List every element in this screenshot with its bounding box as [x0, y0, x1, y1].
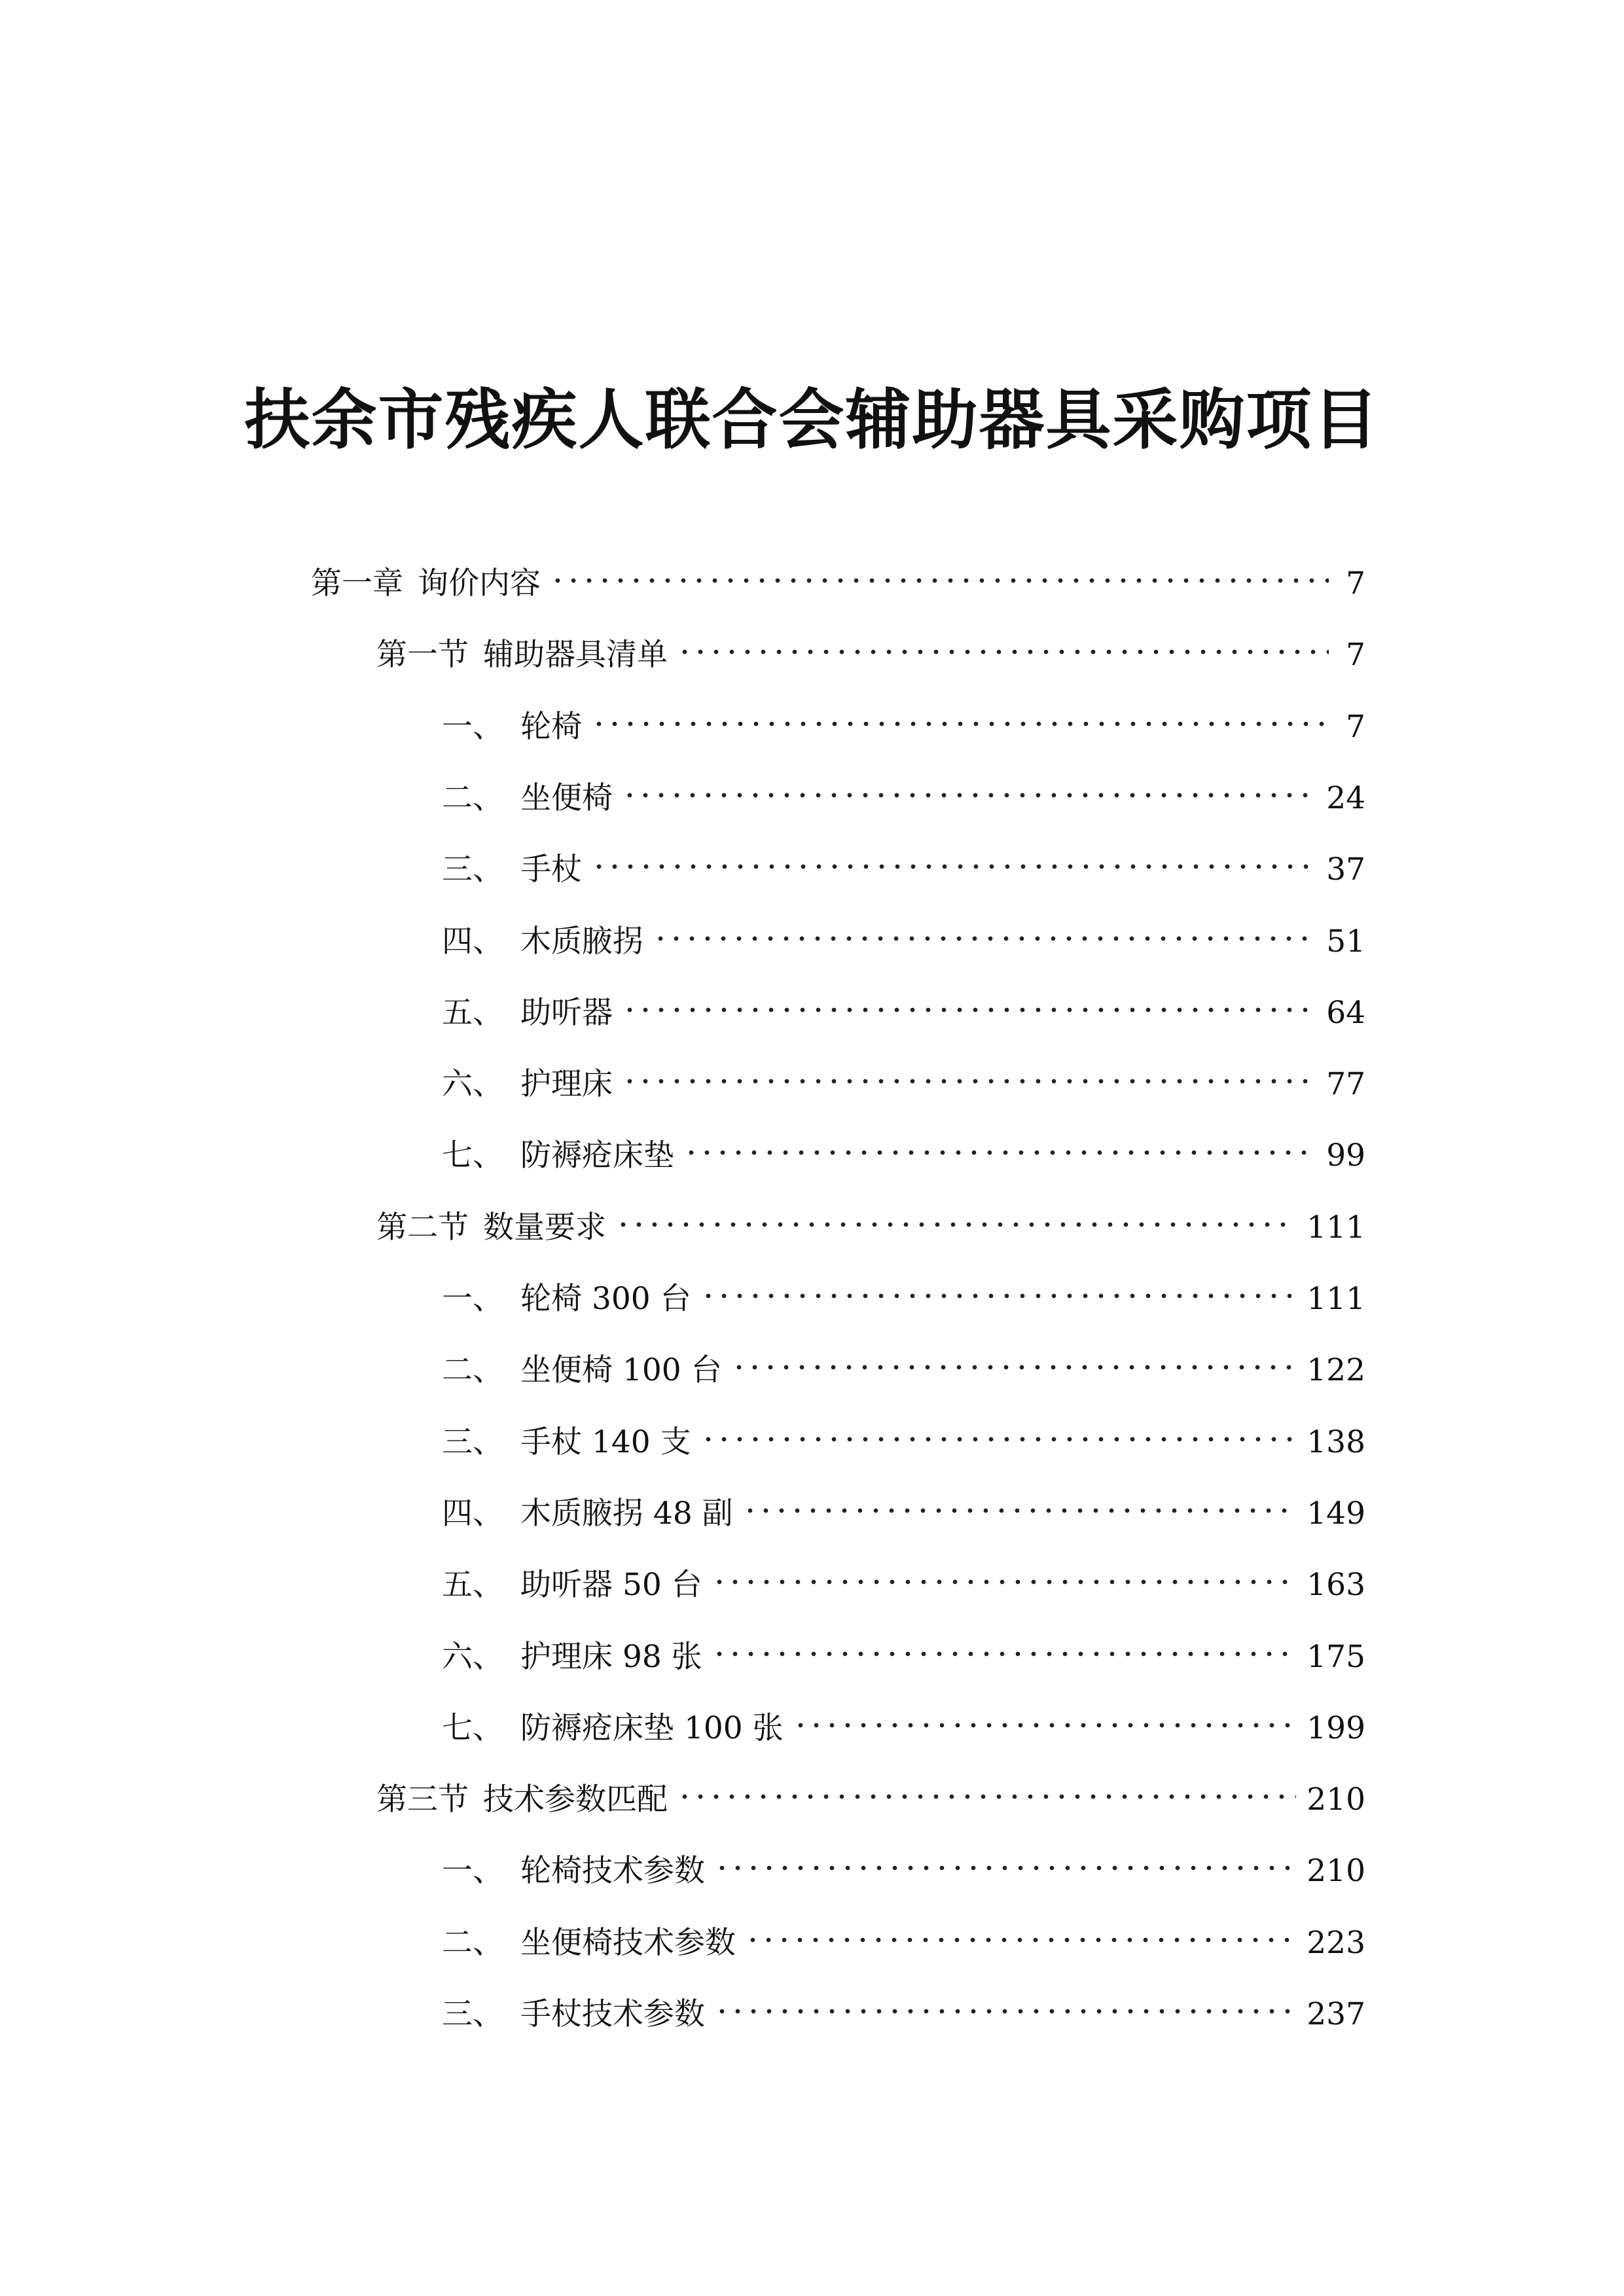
toc-entry-page-number: 210	[1307, 1853, 1365, 1889]
toc-entry-label: 手杖技术参数	[520, 1996, 705, 2032]
toc-entry[interactable]	[442, 1130, 1365, 1182]
toc-dot-leader	[683, 1149, 1316, 1157]
toc-entry-label: 防褥疮床垫 100 张	[520, 1710, 784, 1746]
toc-entry-label: 助听器	[520, 995, 613, 1031]
toc-entry-page-number: 7	[1346, 709, 1365, 745]
toc-entry-label: 手杖 140 支	[520, 1424, 691, 1460]
toc-entry-label: 坐便椅技术参数	[520, 1925, 736, 1961]
toc-entry-label: 轮椅 300 台	[520, 1281, 691, 1317]
toc-entry-number: 二、	[442, 1352, 503, 1388]
toc-dot-leader	[550, 577, 1329, 584]
toc-dot-leader	[622, 1077, 1316, 1085]
toc-entry-label: 木质腋拐 48 副	[520, 1496, 733, 1532]
toc-entry-page-number: 51	[1326, 924, 1365, 960]
toc-entry[interactable]	[442, 1845, 1365, 1897]
toc-entry-page-number: 24	[1326, 780, 1365, 816]
toc-entry-number: 第三节	[376, 1782, 469, 1818]
toc-dot-leader	[622, 1006, 1316, 1014]
toc-entry-number: 第一节	[376, 637, 469, 673]
toc-entry[interactable]	[442, 772, 1365, 825]
toc-entry-number: 三、	[442, 1996, 503, 2032]
toc-entry-label: 轮椅技术参数	[520, 1853, 705, 1889]
toc-entry[interactable]	[442, 701, 1365, 753]
toc-entry-number: 二、	[442, 1925, 503, 1961]
toc-dot-leader	[700, 1435, 1297, 1443]
toc-entry-page-number: 64	[1326, 995, 1365, 1031]
toc-dot-leader	[793, 1721, 1297, 1729]
toc-dot-leader	[591, 863, 1316, 870]
toc-entry[interactable]	[442, 1273, 1365, 1325]
toc-entry-page-number: 210	[1307, 1782, 1365, 1818]
toc-entry-number: 三、	[442, 852, 503, 888]
toc-entry-label: 数量要求	[483, 1210, 606, 1246]
toc-entry-page-number: 175	[1307, 1639, 1365, 1675]
toc-entry[interactable]	[442, 1058, 1365, 1111]
toc-entry-number: 一、	[442, 1281, 503, 1317]
toc-entry-page-number: 237	[1307, 1996, 1365, 2032]
toc-entry-number: 一、	[442, 1853, 503, 1889]
toc-dot-leader	[700, 1292, 1297, 1300]
toc-dot-leader	[714, 2007, 1296, 2015]
toc-entry-page-number: 7	[1346, 565, 1365, 601]
toc-entry-label: 坐便椅 100 台	[520, 1352, 722, 1388]
toc-entry-page-number: 111	[1307, 1281, 1365, 1317]
toc-entry-page-number: 111	[1307, 1210, 1365, 1246]
toc-entry-label: 技术参数匹配	[483, 1782, 668, 1818]
toc-dot-leader	[653, 935, 1316, 942]
toc-entry-number: 五、	[442, 1567, 503, 1603]
toc-entry-page-number: 163	[1307, 1567, 1365, 1603]
toc-entry-label: 助听器 50 台	[520, 1567, 702, 1603]
toc-entry-page-number: 122	[1307, 1352, 1365, 1388]
toc-dot-leader	[712, 1578, 1297, 1586]
toc-entry-page-number: 223	[1307, 1925, 1365, 1961]
toc-entry[interactable]	[442, 1559, 1365, 1611]
toc-dot-leader	[677, 1793, 1296, 1801]
toc-entry-label: 轮椅	[520, 709, 582, 745]
toc-entry-label: 询价内容	[418, 565, 541, 601]
toc-entry-number: 第二节	[376, 1210, 469, 1246]
toc-entry-label: 护理床 98 张	[520, 1639, 702, 1675]
toc-entry-page-number: 199	[1307, 1710, 1365, 1746]
toc-entry-page-number: 99	[1326, 1138, 1365, 1174]
toc-entry-number: 一、	[442, 709, 503, 745]
toc-entry-page-number: 7	[1346, 637, 1365, 673]
toc-entry-page-number: 149	[1307, 1496, 1365, 1532]
toc-entry-number: 四、	[442, 1496, 503, 1532]
toc-entry-number: 三、	[442, 1424, 503, 1460]
toc-entry[interactable]	[442, 844, 1365, 896]
toc-entry-label: 木质腋拐	[520, 924, 643, 960]
toc-entry[interactable]	[442, 1631, 1365, 1683]
toc-dot-leader	[731, 1363, 1297, 1371]
toc-dot-leader	[591, 720, 1329, 728]
toc-entry[interactable]	[442, 1344, 1365, 1397]
toc-entry-number: 二、	[442, 780, 503, 816]
toc-dot-leader	[712, 1650, 1297, 1658]
toc-entry-page-number: 37	[1326, 852, 1365, 888]
page-title: 扶余市残疾人联合会辅助器具采购项目	[244, 382, 1380, 458]
toc-dot-leader	[615, 1221, 1296, 1229]
toc-entry-label: 防褥疮床垫	[520, 1138, 674, 1174]
toc-dot-leader	[622, 791, 1316, 799]
toc-dot-leader	[742, 1507, 1297, 1515]
toc-entry-number: 四、	[442, 924, 503, 960]
toc-entry[interactable]	[442, 1988, 1365, 2041]
toc-entry[interactable]	[376, 629, 1365, 681]
toc-entry[interactable]	[442, 916, 1365, 968]
toc-entry-label: 坐便椅	[520, 780, 613, 816]
toc-entry[interactable]	[442, 1917, 1365, 1969]
toc-entry-number: 第一章	[311, 565, 403, 601]
toc-entry-page-number: 77	[1326, 1066, 1365, 1102]
toc-dot-leader	[745, 1936, 1296, 1944]
toc-entry[interactable]	[376, 1774, 1365, 1826]
toc-entry-label: 手杖	[520, 852, 582, 888]
toc-entry[interactable]	[442, 1488, 1365, 1540]
toc-entry-label: 辅助器具清单	[483, 637, 668, 673]
toc-entry-number: 五、	[442, 995, 503, 1031]
toc-entry[interactable]	[442, 1416, 1365, 1469]
toc-entry-number: 七、	[442, 1138, 503, 1174]
toc-entry[interactable]	[442, 987, 1365, 1039]
toc-entry-label: 护理床	[520, 1066, 613, 1102]
toc-entry-number: 六、	[442, 1066, 503, 1102]
toc-entry[interactable]	[311, 558, 1365, 610]
toc-dot-leader	[714, 1864, 1296, 1872]
toc-entry[interactable]	[442, 1702, 1365, 1755]
toc-entry-number: 六、	[442, 1639, 503, 1675]
toc-dot-leader	[677, 648, 1329, 656]
toc-entry[interactable]	[376, 1202, 1365, 1254]
toc-entry-page-number: 138	[1307, 1424, 1365, 1460]
toc-entry-number: 七、	[442, 1710, 503, 1746]
